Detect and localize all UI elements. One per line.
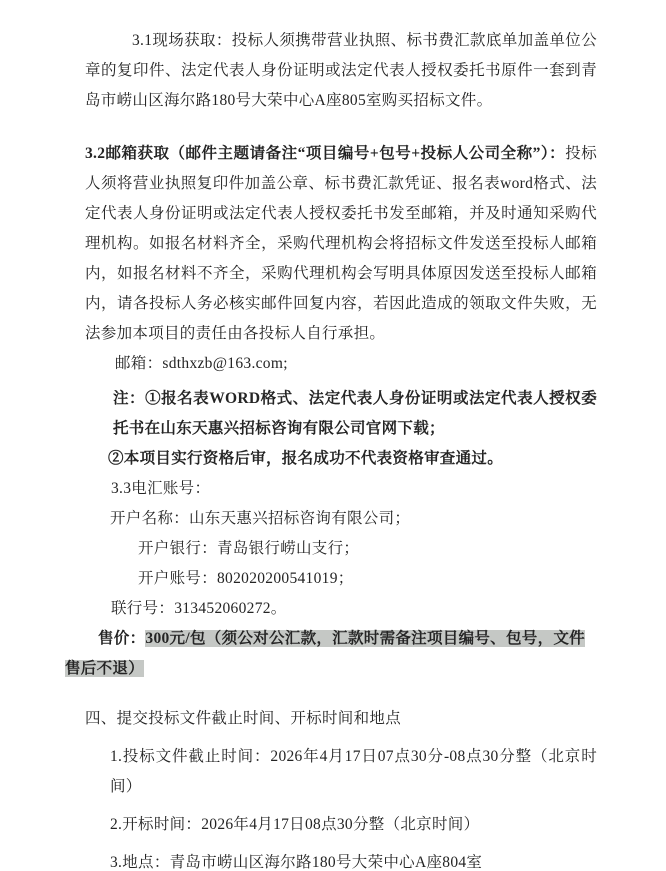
para-onsite-purchase: 3.1现场获取：投标人须携带营业执照、标书费汇款底单加盖单位公章的复印件、法定代表人身份证明或法定代表人授权委托书原件一套到青岛市崂山区海尔路180号大荣中心A座805室购买招标文件。 — [85, 32, 597, 109]
wire-account-heading: 3.3电汇账号： — [111, 480, 211, 497]
section4-item-opening-time: 2.开标时间：2026年4月17日08点30分整（北京时间） — [110, 816, 480, 833]
email-label: 邮箱： — [115, 355, 163, 372]
section4-item-deadline: 1.投标文件截止时间：2026年4月17日07点30分-08点30分整（北京时间） — [110, 748, 597, 795]
price-highlighted-text: 300元/包（须公对公汇款，汇款时需备注项目编号、包号，文件售后不退） — [65, 630, 585, 677]
price-label: 售价： — [98, 630, 146, 647]
para-mailbox-purchase — [85, 139, 597, 349]
bank-line: 开户银行：青岛银行崂山支行； — [138, 540, 360, 557]
note-2: ②本项目实行资格后审，报名成功不代表资格审查通过。 — [108, 450, 504, 467]
mailbox-purchase-lead: 3.2邮箱获取（邮件主题请备注“项目编号+包号+投标人公司全称”）： — [85, 145, 566, 162]
price-line — [65, 624, 597, 684]
section4-item-location: 3.地点：青岛市崂山区海尔路180号大荣中心A座804室 — [110, 854, 483, 871]
bank-code-line: 联行号：313452060272。 — [111, 600, 287, 617]
section4-heading: 四、提交投标文件截止时间、开标时间和地点 — [85, 710, 402, 727]
account-name-line: 开户名称：山东天惠兴招标咨询有限公司； — [110, 510, 411, 527]
email-address: sdthxzb@163.com; — [162, 355, 288, 372]
note-1: 注：①报名表WORD格式、法定代表人身份证明或法定代表人授权委托书在山东天惠兴招标咨询有限公司官网下载； — [113, 390, 597, 437]
account-number-line: 开户账号：802020200541019； — [138, 570, 354, 587]
email-line — [115, 349, 597, 379]
mailbox-purchase-body: 投标人须将营业执照复印件加盖公章、标书费汇款凭证、报名表word格式、法定代表人身份证明或法定代表人授权委托书发至邮箱，并及时通知采购代理机构。如报名材料齐全，采购代理机构会将招标文件发送至投标人邮箱内，如报名材料不齐全，采购代理机构会写明具体原因发送至投标人邮箱内，请各投标人务必核实邮件回复内容，若因此造成的领取文件失败，无法参加本项目的责任由各投标人自行承担。 — [85, 145, 597, 342]
